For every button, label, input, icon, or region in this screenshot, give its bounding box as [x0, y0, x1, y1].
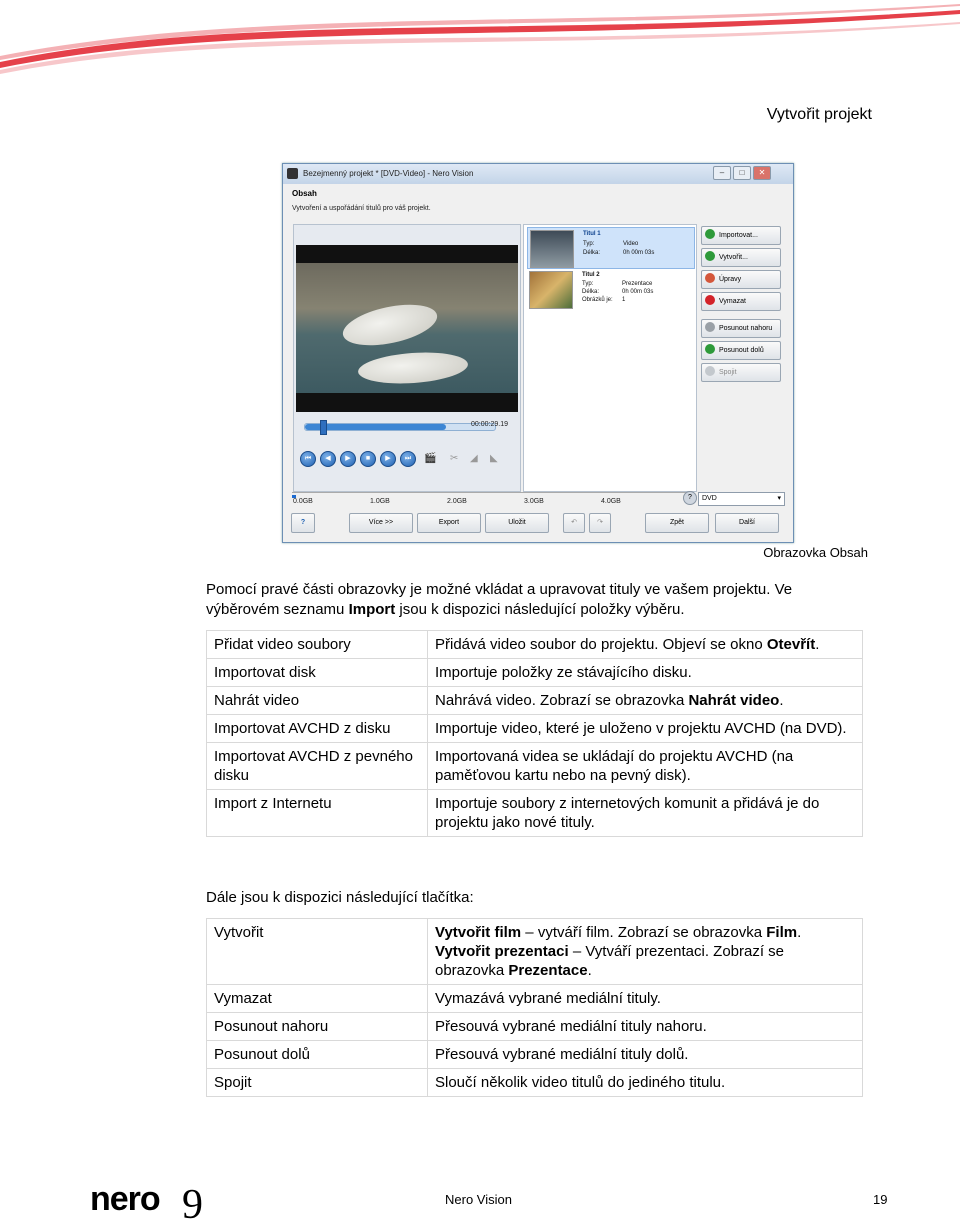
clapper-icon[interactable]: 🎬 — [424, 453, 437, 464]
table-row — [207, 687, 863, 715]
move-down-icon — [705, 344, 715, 354]
title-type-label-2: Typ: — [582, 281, 594, 287]
import-icon — [705, 229, 715, 239]
title-length-1: 0h 00m 03s — [623, 250, 655, 256]
title-length-2: 0h 00m 03s — [622, 289, 654, 295]
button-desc: Sloučí několik video titulů do jediného titulu. — [428, 1069, 863, 1097]
intro-line-2-bold: Import — [348, 601, 396, 618]
play-icon[interactable]: ▶ — [340, 451, 356, 467]
video-preview — [296, 245, 518, 412]
forward-icon[interactable]: ▶ — [380, 451, 396, 467]
create-icon — [705, 251, 715, 261]
disc-type-select[interactable]: DVD ▾ — [698, 492, 785, 506]
intro-line-2-pre: výběrovém seznamu — [206, 601, 349, 618]
import-option-desc: Nahrává video. Zobrazí se obrazovka Nahrát video. — [428, 687, 863, 715]
capacity-label-4: 4.0GB — [601, 498, 621, 505]
title-name-1: Titul 1 — [583, 231, 601, 237]
window-titlebar — [283, 164, 793, 184]
import-option-desc: Importuje položky ze stávajícího disku. — [428, 659, 863, 687]
save-button[interactable]: Uložit — [485, 513, 549, 533]
section-title: Obsah — [292, 189, 317, 198]
footer-product: Nero Vision — [445, 1192, 512, 1207]
import-option-key: Importovat AVCHD z pevného disku — [207, 743, 428, 790]
back-button[interactable]: Zpět — [645, 513, 709, 533]
title-type-2: Prezentace — [622, 281, 653, 287]
merge-button[interactable]: Spojit — [701, 363, 781, 382]
import-option-key: Import z Internetu — [207, 790, 428, 837]
title-item-1[interactable] — [527, 227, 695, 269]
table-row — [207, 1069, 863, 1097]
next-chapter-icon[interactable]: ⏭ — [400, 451, 416, 467]
audio-left-icon[interactable]: ◢ — [470, 453, 478, 464]
intro-line-2-post: jsou k dispozici následující položky výběru. — [395, 601, 685, 618]
nero-logo — [90, 1180, 230, 1224]
title-list[interactable] — [523, 224, 697, 492]
capacity-label-0: 0.0GB — [293, 498, 313, 505]
create-button[interactable]: Vytvořit... — [701, 248, 781, 267]
title-name-2: Titul 2 — [582, 272, 600, 278]
help-icon[interactable]: ? — [683, 491, 697, 505]
import-option-desc: Importuje soubory z internetových komunit a přidává je do projektu jako nové tituly. — [428, 790, 863, 837]
app-window-screenshot — [282, 163, 794, 543]
button-desc: Přesouvá vybrané mediální tituly nahoru. — [428, 1013, 863, 1041]
scissors-icon[interactable]: ✂ — [450, 453, 459, 464]
button-key: Spojit — [207, 1069, 428, 1097]
import-option-key: Nahrát video — [207, 687, 428, 715]
import-option-key: Importovat disk — [207, 659, 428, 687]
merge-icon — [705, 366, 715, 376]
playback-slider[interactable] — [304, 423, 496, 431]
intro-line-1: Pomocí pravé části obrazovky je možné vkládat a upravovat tituly ve vašem projektu. Ve — [206, 581, 793, 598]
import-options-table — [206, 630, 863, 837]
title-type-1: Video — [623, 241, 639, 247]
close-icon[interactable]: ✕ — [753, 166, 771, 180]
figure-caption: Obrazovka Obsah — [763, 545, 868, 560]
edit-button[interactable]: Úpravy — [701, 270, 781, 289]
maximize-icon[interactable]: □ — [733, 166, 751, 180]
buttons-table — [206, 918, 863, 1097]
app-icon — [287, 168, 298, 179]
title-length-label-2: Délka: — [582, 289, 600, 295]
section-subtitle: Vytvoření a uspořádání titulů pro váš projekt. — [292, 205, 431, 212]
next-button[interactable]: Další — [715, 513, 779, 533]
table-row — [207, 1013, 863, 1041]
button-key: Posunout nahoru — [207, 1013, 428, 1041]
import-option-key: Importovat AVCHD z disku — [207, 715, 428, 743]
audio-right-icon[interactable]: ◣ — [490, 453, 498, 464]
header-swoosh — [0, 0, 960, 100]
redo-icon[interactable]: ↷ — [589, 513, 611, 533]
edit-icon — [705, 273, 715, 283]
button-desc: Vymazává vybrané mediální tituly. — [428, 985, 863, 1013]
button-desc: Vytvořit film – vytváří film. Zobrazí se obrazovka Film. Vytvořit prezentaci – Vytváří prezentaci. Zobrazí se obrazovka Prezentace. — [428, 919, 863, 985]
stop-icon[interactable]: ■ — [360, 451, 376, 467]
delete-icon — [705, 295, 715, 305]
title-length-label-1: Délka: — [583, 250, 601, 256]
import-option-desc: Importuje video, které je uloženo v projektu AVCHD (na DVD). — [428, 715, 863, 743]
window-title: Bezejmenný projekt * [DVD-Video] - Nero Vision — [303, 169, 474, 178]
title-images-2: 1 — [622, 297, 626, 303]
rewind-icon[interactable]: ◀ — [320, 451, 336, 467]
table-row — [207, 743, 863, 790]
move-up-icon — [705, 322, 715, 332]
move-up-button[interactable]: Posunout nahoru — [701, 319, 781, 338]
import-option-desc: Importovaná videa se ukládají do projektu AVCHD (na paměťovou kartu nebo na pevný disk). — [428, 743, 863, 790]
button-key: Vymazat — [207, 985, 428, 1013]
capacity-label-1: 1.0GB — [370, 498, 390, 505]
move-down-button[interactable]: Posunout dolů — [701, 341, 781, 360]
title-type-label-1: Typ: — [583, 241, 595, 247]
table-row — [207, 790, 863, 837]
undo-icon[interactable]: ↶ — [563, 513, 585, 533]
import-option-key: Přidat video soubory — [207, 631, 428, 659]
table-row — [207, 919, 863, 985]
button-key: Posunout dolů — [207, 1041, 428, 1069]
page-number: 19 — [873, 1192, 888, 1207]
svg-text:nero: nero — [90, 1180, 160, 1218]
capacity-label-2: 2.0GB — [447, 498, 467, 505]
button-desc: Přesouvá vybrané mediální tituly dolů. — [428, 1041, 863, 1069]
preview-panel — [293, 224, 521, 492]
export-button[interactable]: Export — [417, 513, 481, 533]
more-button[interactable]: Více >> — [349, 513, 413, 533]
table-row — [207, 715, 863, 743]
capacity-label-3: 3.0GB — [524, 498, 544, 505]
disc-capacity-bar — [292, 492, 687, 509]
intro-paragraph — [206, 580, 846, 620]
title-item-2[interactable] — [527, 269, 693, 309]
title-thumbnail-1 — [530, 230, 574, 268]
svg-text:9: 9 — [182, 1182, 203, 1224]
button-key: Vytvořit — [207, 919, 428, 985]
delete-button[interactable]: Vymazat — [701, 292, 781, 311]
prev-chapter-icon[interactable]: ⏮ — [300, 451, 316, 467]
table-row — [207, 985, 863, 1013]
page-header-title: Vytvořit projekt — [766, 106, 872, 123]
minimize-icon[interactable]: – — [713, 166, 731, 180]
buttons-intro: Dále jsou k dispozici následující tlačítka: — [206, 889, 474, 906]
table-row — [207, 1041, 863, 1069]
title-thumbnail-2 — [529, 271, 573, 309]
import-option-desc: Přidává video soubor do projektu. Objeví se okno Otevřít. — [428, 631, 863, 659]
table-row — [207, 659, 863, 687]
import-button[interactable]: Importovat... — [701, 226, 781, 245]
title-images-label-2: Obrázků je: — [582, 297, 613, 303]
playback-slider-thumb[interactable] — [320, 420, 327, 435]
table-row — [207, 631, 863, 659]
timecode: 00:00:29.19 — [471, 421, 508, 428]
help-button[interactable]: ? — [291, 513, 315, 533]
